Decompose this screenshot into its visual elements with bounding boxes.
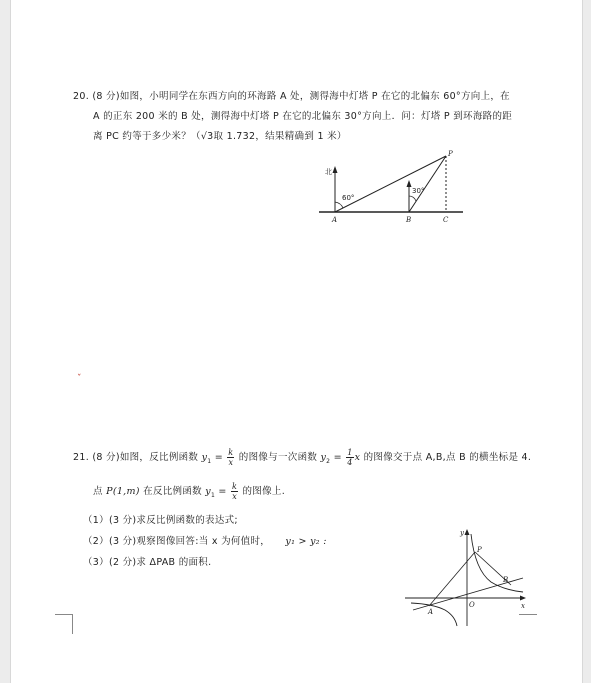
four-den: 4 — [347, 458, 353, 467]
crop-mark-left-v — [72, 614, 73, 634]
q20-line3-text2: 取 1.732，结果精确到 1 米） — [213, 131, 347, 142]
q20-text-line1: (8 分)如图，小明同学在东西方向的环海路 A 处，测得海中灯塔 P 在它的北偏东 60°方向上，在 — [92, 91, 510, 102]
crop-mark-left-h — [55, 614, 73, 615]
q21-text-a: (8 分)如图，反比例函数 — [92, 452, 199, 463]
q21-graph — [399, 526, 529, 630]
q21-line2-c: 的图像上. — [242, 486, 286, 497]
edit-mark: ˇ — [77, 374, 82, 384]
inequality: y₁ > y₂ : — [285, 536, 327, 547]
y2-sub: 2 — [326, 457, 331, 465]
q21-text-b: 的图像与一次函数 — [238, 452, 318, 463]
north-arrowhead-b — [407, 180, 412, 187]
q20-line3-text: 离 PC 约等于多少米？（ — [93, 131, 201, 142]
q21-sub3: （3）(2 分)求 ΔPAB 的面积. — [83, 557, 212, 568]
q20-diagram — [311, 148, 471, 228]
q21-text-c: 的图像交于点 A,B,点 B 的横坐标是 4. — [363, 452, 532, 463]
y1-sub-2: 1 — [210, 491, 216, 499]
line-bp — [409, 156, 446, 212]
y2-symbol: y — [320, 452, 327, 463]
q21-sub2 — [83, 533, 327, 547]
k-over-x-fraction-2 — [231, 482, 238, 501]
q21-number: 21. — [73, 452, 90, 463]
x-den: x — [228, 458, 234, 467]
q21-line2 — [93, 482, 285, 501]
y1-symbol: y — [201, 452, 208, 463]
hyperbola-branch-1 — [471, 534, 523, 592]
north-label: 北 — [325, 168, 332, 176]
q20-line2: A 的正东 200 米的 B 处，测得海中灯塔 P 在它的北偏东 30°方向上．问：灯塔 P 到环海路的距 — [93, 111, 513, 122]
equals-1: = — [214, 452, 223, 463]
point-c-label: C — [443, 216, 449, 224]
graph-point-p-label: P — [477, 546, 482, 554]
graph-point-b-label: B — [503, 576, 509, 584]
angle-60-label: 60° — [342, 194, 355, 202]
k-num: k — [228, 448, 234, 457]
angle-arc-a — [335, 202, 343, 208]
document-page — [10, 0, 583, 683]
sqrt3-symbol: √3 — [200, 131, 214, 142]
x-axis-arrow — [520, 596, 526, 601]
one-num: 1 — [347, 448, 353, 457]
hyperbola-branch-2 — [411, 603, 457, 626]
q20-line1 — [73, 88, 510, 102]
one-fourth-fraction — [346, 448, 353, 467]
point-b-label: B — [406, 216, 412, 224]
origin-label: O — [469, 601, 475, 609]
graph-point-a-label: A — [428, 608, 434, 616]
q21-line2-b: 在反比例函数 — [143, 486, 202, 497]
point-p-coords: P(1,m) — [106, 486, 140, 497]
angle-30-label: 30° — [412, 187, 425, 195]
q20-line3 — [93, 128, 347, 142]
x-den-2: x — [232, 492, 237, 501]
equals-2: = — [333, 452, 342, 463]
k-over-x-fraction — [227, 448, 234, 467]
x-axis-label: x — [521, 602, 525, 610]
y-axis-arrow — [465, 529, 470, 535]
y1-symbol-2: y — [205, 486, 211, 497]
point-a-label: A — [332, 216, 338, 224]
q21-line2-a: 点 — [93, 486, 103, 497]
equals-3: = — [218, 486, 227, 497]
line-ap — [335, 156, 446, 212]
q21-sub2-text: （2）(3 分)观察图像回答:当 x 为何值时， — [83, 536, 271, 547]
k-num-2: k — [232, 482, 238, 491]
y-axis-label: y — [460, 529, 464, 537]
angle-arc-b — [409, 196, 416, 201]
x-symbol: x — [354, 452, 361, 463]
q20-number: 20. — [73, 91, 90, 102]
crop-mark-right-h — [519, 614, 537, 615]
y1-sub: 1 — [207, 457, 212, 465]
point-p-label: P — [448, 150, 453, 158]
q21-line1 — [73, 448, 531, 467]
north-arrowhead-a — [333, 166, 338, 173]
q21-sub1: （1）(3 分)求反比例函数的表达式; — [83, 515, 238, 526]
